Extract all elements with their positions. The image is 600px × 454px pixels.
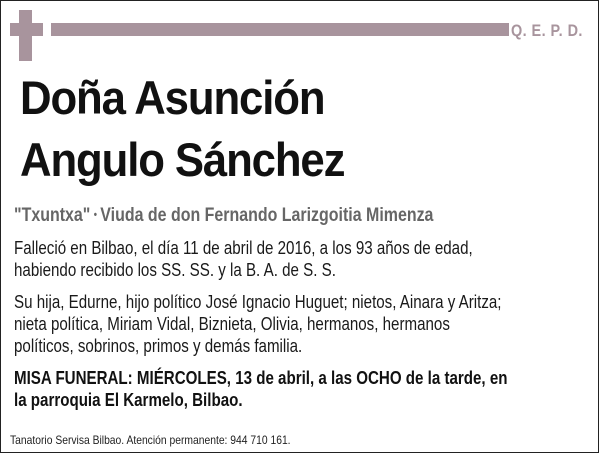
text-line: la parroquia El Karmelo, Bilbao.: [14, 390, 243, 410]
nickname: "Txuntxa": [14, 205, 91, 226]
footer-contact: Tanatorio Servisa Bilbao. Atención permanente: 944 710 161.: [10, 433, 291, 447]
name-line-2: Angulo Sánchez: [20, 133, 345, 186]
text-line: MISA FUNERAL: MIÉRCOLES, 13 de abril, a las OCHO de la tarde, en: [14, 368, 508, 388]
text-line: Su hija, Edurne, hijo político José Ignacio Huguet; nietos, Ainara y Aritza;: [14, 292, 502, 312]
text-line: Falleció en Bilbao, el día 11 de abril de 2016, a los 93 años de edad,: [14, 238, 473, 258]
text-line: habiendo recibido los SS. SS. y la B. A. de S. S.: [14, 260, 336, 280]
family-paragraph: [14, 291, 501, 357]
death-paragraph: [14, 237, 473, 281]
header-rule: [51, 23, 509, 36]
qepd-label: Q. E. P. D.: [511, 21, 583, 40]
name-line-1: Doña Asunción: [20, 71, 325, 124]
relation: Viuda de don Fernando Larizgoitia Mimenza: [100, 205, 434, 226]
subtitle: [14, 205, 433, 227]
text-line: nieta política, Miriam Vidal, Biznieta, Olivia, hermanos, hermanos: [14, 314, 450, 334]
separator-dot: •: [93, 209, 97, 221]
text-line: políticos, sobrinos, primos y demás familia.: [14, 336, 303, 356]
cross-horizontal: [10, 23, 43, 36]
funeral-paragraph: [14, 367, 507, 411]
